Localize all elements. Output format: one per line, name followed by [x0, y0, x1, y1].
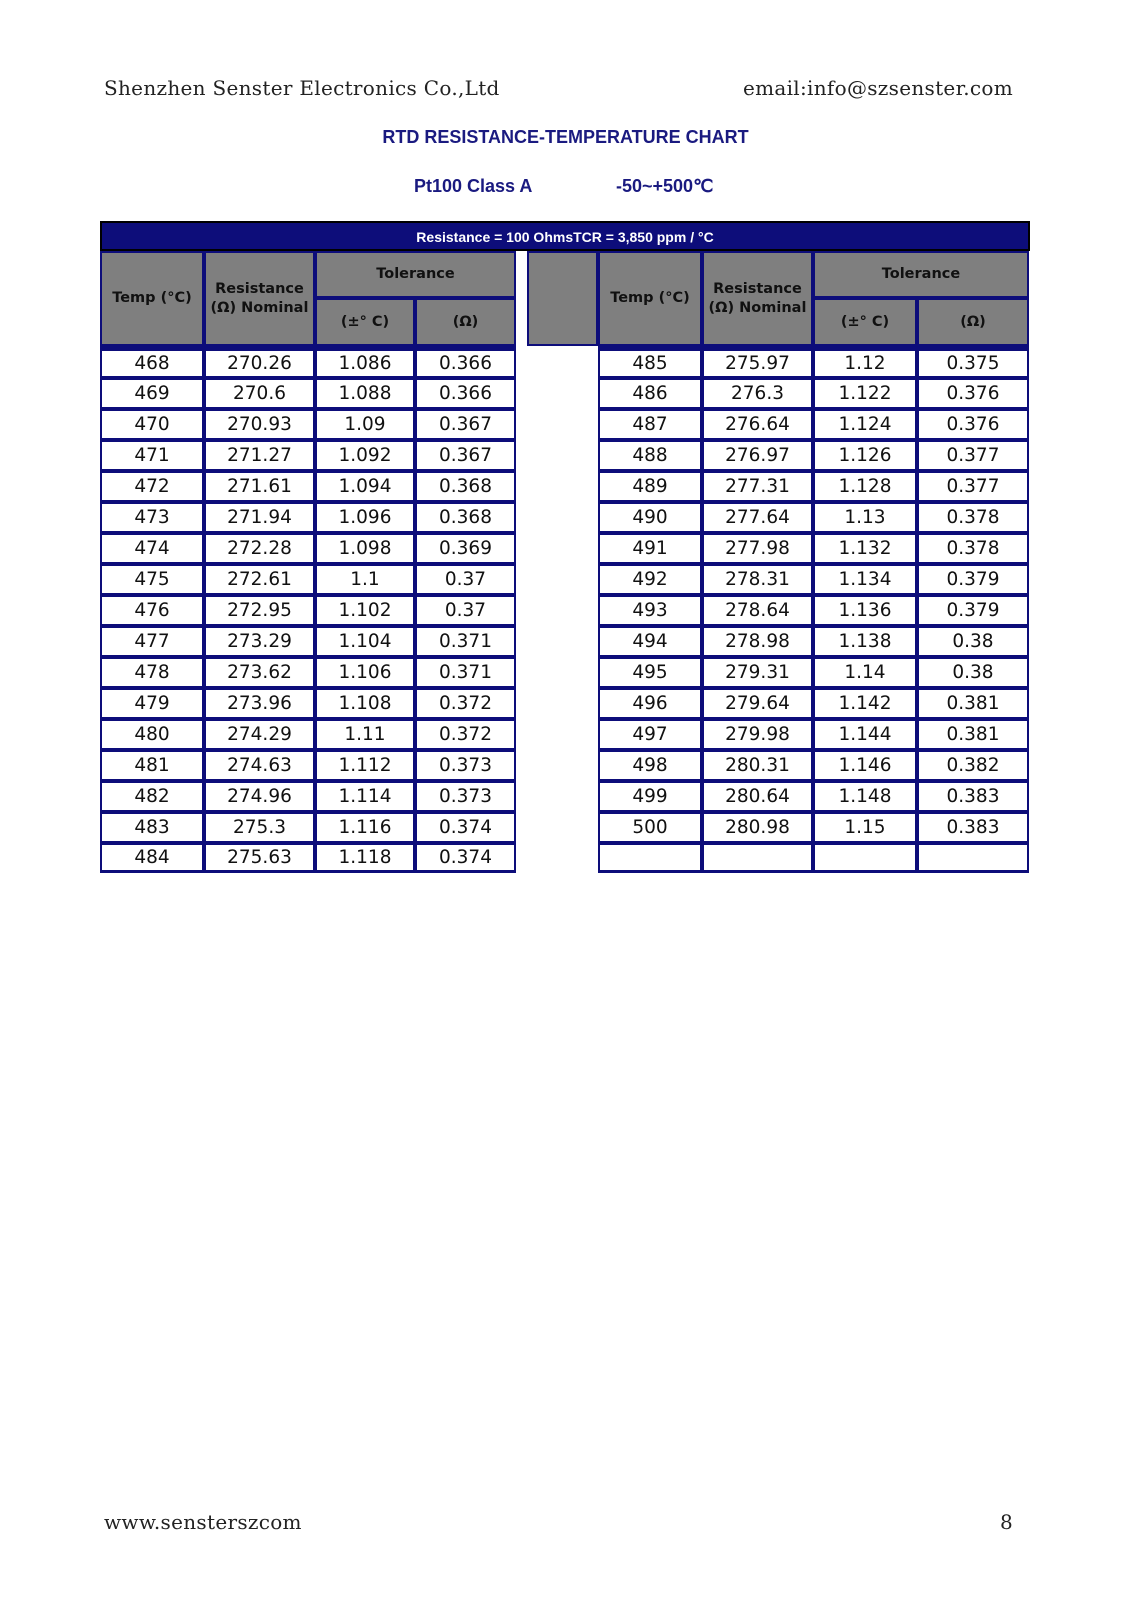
tol-deg-cell: 1.09: [315, 408, 415, 439]
tol-deg-cell: 1.134: [813, 563, 917, 594]
tol-ohm-cell: 0.378: [917, 501, 1029, 532]
resistance-cell: 279.31: [702, 656, 813, 687]
temp-cell: 483: [100, 811, 204, 842]
tol-ohm-cell: 0.375: [917, 346, 1029, 377]
tol-deg-cell: 1.092: [315, 439, 415, 470]
tol-deg-cell: 1.094: [315, 470, 415, 501]
temp-cell: 498: [598, 749, 702, 780]
tol-deg-cell: 1.102: [315, 594, 415, 625]
tol-ohm-cell: 0.37: [415, 594, 516, 625]
resistance-cell: 273.29: [204, 625, 315, 656]
header-resistance: Resistance (Ω) Nominal: [204, 251, 315, 346]
tol-ohm-cell: 0.377: [917, 470, 1029, 501]
resistance-cell: 270.93: [204, 408, 315, 439]
resistance-cell: 272.61: [204, 563, 315, 594]
sensor-type: Pt100 Class A: [414, 176, 533, 196]
table-row: [598, 656, 1029, 687]
resistance-cell: 277.31: [702, 470, 813, 501]
tol-ohm-cell: 0.373: [415, 749, 516, 780]
resistance-cell: 278.64: [702, 594, 813, 625]
table-row: [100, 656, 516, 687]
tol-deg-cell: 1.086: [315, 346, 415, 377]
tol-deg-cell: 1.116: [315, 811, 415, 842]
tol-ohm-cell: 0.367: [415, 408, 516, 439]
tol-ohm-cell: 0.381: [917, 718, 1029, 749]
resistance-cell: 280.31: [702, 749, 813, 780]
header-tol-ohm: (Ω): [415, 298, 516, 346]
temp-cell: 499: [598, 780, 702, 811]
tol-ohm-cell: 0.366: [415, 346, 516, 377]
temp-cell: 485: [598, 346, 702, 377]
company-name: Shenzhen Senster Electronics Co.,Ltd: [104, 76, 500, 100]
tol-ohm-cell: 0.373: [415, 780, 516, 811]
tol-deg-cell: 1.132: [813, 532, 917, 563]
table-row: [598, 346, 1029, 377]
tol-ohm-cell: 0.376: [917, 377, 1029, 408]
temp-cell: 500: [598, 811, 702, 842]
tol-deg-cell: 1.098: [315, 532, 415, 563]
tol-ohm-cell: 0.382: [917, 749, 1029, 780]
temp-cell: 470: [100, 408, 204, 439]
table-row: [598, 811, 1029, 842]
resistance-cell: 271.94: [204, 501, 315, 532]
table-row: [100, 749, 516, 780]
tol-deg-cell: 1.124: [813, 408, 917, 439]
table-row: [598, 718, 1029, 749]
header-tolerance: Tolerance: [813, 251, 1029, 298]
table-row: [598, 687, 1029, 718]
header-tol-deg: (±° C): [813, 298, 917, 346]
resistance-cell: 272.95: [204, 594, 315, 625]
tol-deg-cell: 1.114: [315, 780, 415, 811]
email-address: email:info@szsenster.com: [742, 76, 1013, 100]
tol-ohm-cell: 0.383: [917, 811, 1029, 842]
temp-cell: 484: [100, 842, 204, 873]
tol-deg-cell: 1.1: [315, 563, 415, 594]
table-gap-header: [527, 251, 598, 346]
tol-ohm-cell: 0.369: [415, 532, 516, 563]
tol-ohm-cell: 0.38: [917, 625, 1029, 656]
resistance-cell: 274.29: [204, 718, 315, 749]
resistance-cell: 276.3: [702, 377, 813, 408]
tol-deg-cell: 1.15: [813, 811, 917, 842]
tol-deg-cell: 1.11: [315, 718, 415, 749]
header-tolerance: Tolerance: [315, 251, 516, 298]
temp-cell: 488: [598, 439, 702, 470]
resistance-banner: Resistance = 100 OhmsTCR = 3,850 ppm / °C: [100, 221, 1030, 251]
tol-ohm-cell: 0.374: [415, 842, 516, 873]
resistance-cell: 270.6: [204, 377, 315, 408]
temp-cell: 480: [100, 718, 204, 749]
table-row: [598, 408, 1029, 439]
resistance-cell: 280.64: [702, 780, 813, 811]
temp-cell: 490: [598, 501, 702, 532]
page-number: 8: [999, 1510, 1013, 1534]
resistance-cell: 276.64: [702, 408, 813, 439]
resistance-cell: 279.64: [702, 687, 813, 718]
temp-cell: 482: [100, 780, 204, 811]
table-row: [598, 532, 1029, 563]
table-row: [100, 377, 516, 408]
tol-ohm-cell: 0.366: [415, 377, 516, 408]
header-resistance: Resistance (Ω) Nominal: [702, 251, 813, 346]
resistance-cell: 278.98: [702, 625, 813, 656]
tol-deg-cell: 1.104: [315, 625, 415, 656]
tol-ohm-cell: 0.381: [917, 687, 1029, 718]
table-row: [100, 563, 516, 594]
resistance-cell: [702, 842, 813, 873]
table-row: [598, 377, 1029, 408]
rtd-table-left: [100, 251, 516, 873]
temp-cell: 479: [100, 687, 204, 718]
tol-deg-cell: 1.144: [813, 718, 917, 749]
temp-cell: 471: [100, 439, 204, 470]
rtd-table-right: [598, 251, 1029, 873]
resistance-cell: 273.96: [204, 687, 315, 718]
temp-cell: 468: [100, 346, 204, 377]
tol-ohm-cell: 0.368: [415, 470, 516, 501]
table-row: [598, 625, 1029, 656]
resistance-cell: 274.96: [204, 780, 315, 811]
tol-ohm-cell: 0.378: [917, 532, 1029, 563]
resistance-cell: 272.28: [204, 532, 315, 563]
resistance-cell: 275.97: [702, 346, 813, 377]
table-row: [100, 842, 516, 873]
temp-cell: 475: [100, 563, 204, 594]
table-row: [100, 687, 516, 718]
tol-ohm-cell: 0.367: [415, 439, 516, 470]
tol-ohm-cell: 0.372: [415, 718, 516, 749]
table-row: [598, 439, 1029, 470]
table-row: [598, 501, 1029, 532]
resistance-cell: 279.98: [702, 718, 813, 749]
tol-deg-cell: 1.12: [813, 346, 917, 377]
tol-deg-cell: 1.126: [813, 439, 917, 470]
tol-ohm-cell: 0.379: [917, 594, 1029, 625]
resistance-cell: 271.61: [204, 470, 315, 501]
header-tol-ohm: (Ω): [917, 298, 1029, 346]
resistance-cell: 270.26: [204, 346, 315, 377]
table-row: [100, 718, 516, 749]
temp-cell: 497: [598, 718, 702, 749]
table-row: [100, 501, 516, 532]
temp-cell: 474: [100, 532, 204, 563]
tol-deg-cell: 1.108: [315, 687, 415, 718]
table-row: [598, 563, 1029, 594]
temp-cell: 473: [100, 501, 204, 532]
tol-deg-cell: 1.146: [813, 749, 917, 780]
tol-deg-cell: 1.096: [315, 501, 415, 532]
tol-deg-cell: 1.142: [813, 687, 917, 718]
temp-cell: 481: [100, 749, 204, 780]
resistance-cell: 275.63: [204, 842, 315, 873]
tol-deg-cell: 1.112: [315, 749, 415, 780]
tol-deg-cell: 1.122: [813, 377, 917, 408]
temp-cell: 472: [100, 470, 204, 501]
tol-ohm-cell: 0.376: [917, 408, 1029, 439]
table-row: [100, 439, 516, 470]
table-row: [598, 470, 1029, 501]
resistance-cell: 271.27: [204, 439, 315, 470]
tol-ohm-cell: 0.371: [415, 656, 516, 687]
table-row: [100, 346, 516, 377]
tol-ohm-cell: 0.37: [415, 563, 516, 594]
resistance-cell: 280.98: [702, 811, 813, 842]
resistance-cell: 273.62: [204, 656, 315, 687]
tol-ohm-cell: 0.383: [917, 780, 1029, 811]
temp-cell: 477: [100, 625, 204, 656]
temp-cell: 469: [100, 377, 204, 408]
table-row: [598, 842, 1029, 873]
temp-cell: 476: [100, 594, 204, 625]
tol-ohm-cell: 0.371: [415, 625, 516, 656]
tol-deg-cell: [813, 842, 917, 873]
temp-cell: 478: [100, 656, 204, 687]
table-row: [100, 408, 516, 439]
tol-deg-cell: 1.106: [315, 656, 415, 687]
tol-ohm-cell: 0.38: [917, 656, 1029, 687]
tol-deg-cell: 1.118: [315, 842, 415, 873]
tol-ohm-cell: 0.368: [415, 501, 516, 532]
temp-cell: 489: [598, 470, 702, 501]
temp-cell: 492: [598, 563, 702, 594]
table-row: [100, 811, 516, 842]
temp-cell: 493: [598, 594, 702, 625]
temperature-range: -50~+500℃: [616, 176, 714, 196]
resistance-cell: 277.64: [702, 501, 813, 532]
tol-deg-cell: 1.148: [813, 780, 917, 811]
header-tol-deg: (±° C): [315, 298, 415, 346]
header-temp: Temp (°C): [100, 251, 204, 346]
page-title: RTD RESISTANCE-TEMPERATURE CHART: [382, 127, 749, 147]
website: www.sensterszcom: [104, 1510, 302, 1534]
tol-ohm-cell: 0.379: [917, 563, 1029, 594]
table-row: [100, 470, 516, 501]
tol-deg-cell: 1.136: [813, 594, 917, 625]
resistance-cell: 274.63: [204, 749, 315, 780]
resistance-cell: 276.97: [702, 439, 813, 470]
temp-cell: 494: [598, 625, 702, 656]
table-row: [598, 780, 1029, 811]
tol-deg-cell: 1.088: [315, 377, 415, 408]
table-row: [100, 780, 516, 811]
table-row: [100, 625, 516, 656]
table-row: [598, 749, 1029, 780]
temp-cell: 487: [598, 408, 702, 439]
table-row: [598, 594, 1029, 625]
temp-cell: 486: [598, 377, 702, 408]
tol-deg-cell: 1.138: [813, 625, 917, 656]
resistance-cell: 278.31: [702, 563, 813, 594]
tol-ohm-cell: 0.374: [415, 811, 516, 842]
table-row: [100, 594, 516, 625]
temp-cell: 491: [598, 532, 702, 563]
table-row: [100, 532, 516, 563]
temp-cell: [598, 842, 702, 873]
tol-ohm-cell: [917, 842, 1029, 873]
temp-cell: 496: [598, 687, 702, 718]
resistance-cell: 275.3: [204, 811, 315, 842]
temp-cell: 495: [598, 656, 702, 687]
tol-deg-cell: 1.13: [813, 501, 917, 532]
tol-deg-cell: 1.14: [813, 656, 917, 687]
tol-ohm-cell: 0.377: [917, 439, 1029, 470]
tol-deg-cell: 1.128: [813, 470, 917, 501]
header-temp: Temp (°C): [598, 251, 702, 346]
tol-ohm-cell: 0.372: [415, 687, 516, 718]
resistance-cell: 277.98: [702, 532, 813, 563]
